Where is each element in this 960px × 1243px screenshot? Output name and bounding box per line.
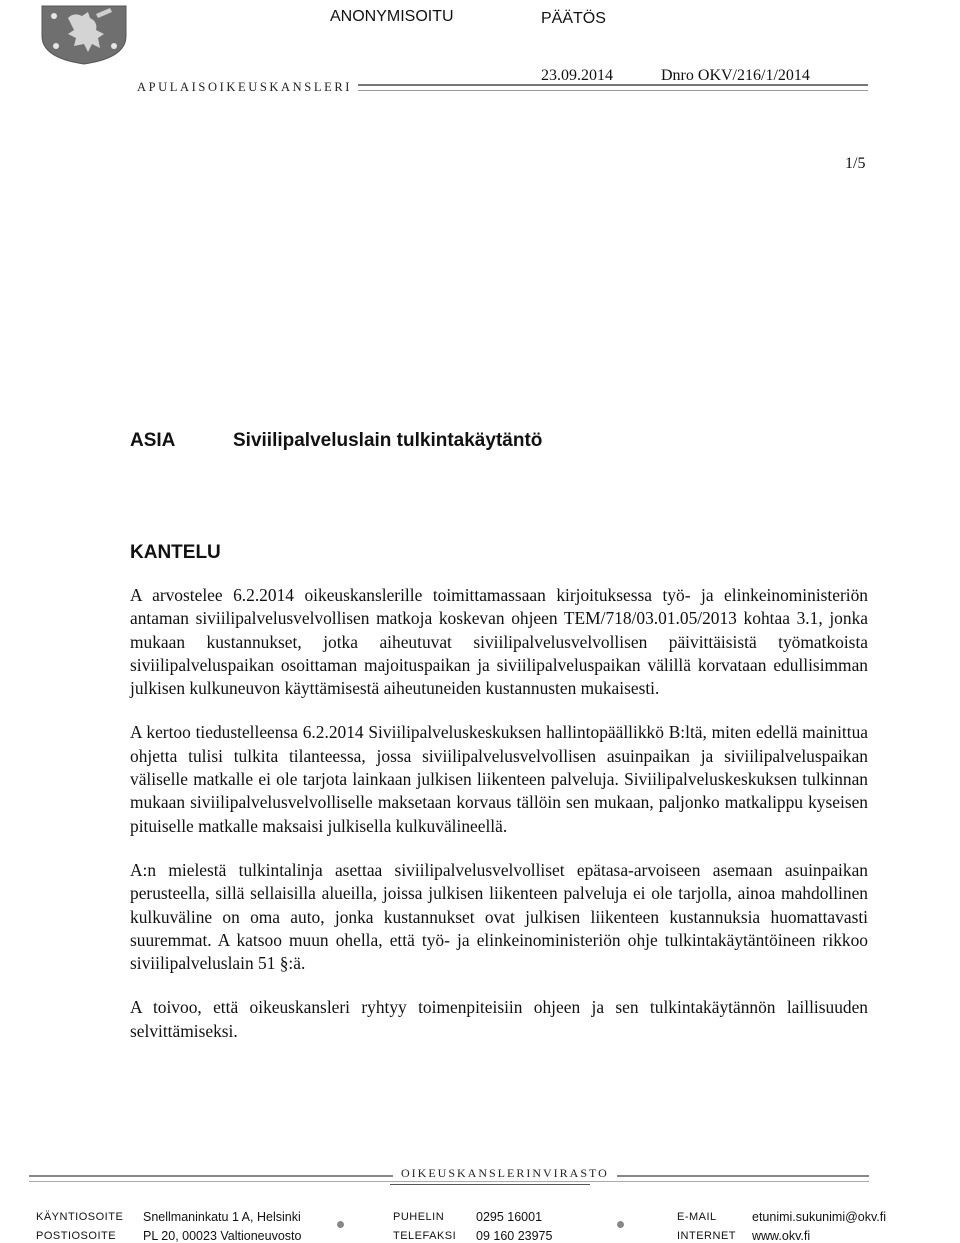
subject-title: Siviilipalveluslain tulkintakäytäntö <box>233 430 543 451</box>
document-date: 23.09.2014 <box>541 67 613 84</box>
footer-email[interactable]: etunimi.sukunimi@okv.fi <box>752 1210 887 1224</box>
organization-name: APULAISOIKEUSKANSLERI <box>137 80 353 94</box>
footer-visit-label: KÄYNTIOSOITE <box>36 1211 124 1223</box>
footer-office-underline <box>390 1184 590 1185</box>
footer-internet-label: INTERNET <box>677 1230 736 1242</box>
reference-number: Dnro OKV/216/1/2014 <box>661 67 810 84</box>
footer-website-link[interactable]: www.okv.fi <box>752 1229 811 1243</box>
document-type: PÄÄTÖS <box>541 10 606 27</box>
footer-fax: 09 160 23975 <box>476 1229 553 1243</box>
page-number: 1/5 <box>845 155 866 172</box>
footer-visit-address: Snellmaninkatu 1 A, Helsinki <box>143 1210 301 1224</box>
footer-post-address: PL 20, 00023 Valtioneuvosto <box>143 1229 302 1243</box>
publication-status: ANONYMISOITU <box>330 8 454 25</box>
body-paragraph: A:n mielestä tulkintalinja asettaa siviilipalvelusvelvolliset epätasa-arvoiseen asemaan asuinpaikan perusteella, sillä sellaisilla alueilla, joissa julkisen liikenteen palveluja ei ole tarjolla, ainoa mahdollinen kulkuväline on oma auto, jonka kustannukset ovat julkisen liikenteen kustannuksia huomattavasti suuremmat. A katsoo muun ohella, että työ- ja elinkeinoministeriön ohje tulkintakäytäntöineen rikkoo siviilipalveluslain 51 §:ä. <box>130 859 868 974</box>
footer-rule-thin <box>29 1181 869 1182</box>
document-body <box>130 584 868 1064</box>
body-paragraph: A toivoo, että oikeuskansleri ryhtyy toimenpiteisiin ohjeen ja sen tulkintakäytännön laillisuuden selvittämiseksi. <box>130 997 868 1041</box>
footer-post-label: POSTIOSOITE <box>36 1230 117 1242</box>
footer-phone: 0295 16001 <box>476 1210 543 1224</box>
section-heading: KANTELU <box>130 542 221 563</box>
lion-coat-of-arms-icon <box>38 2 130 66</box>
footer-phone-label: PUHELIN <box>393 1211 445 1223</box>
body-paragraph: A kertoo tiedustelleensa 6.2.2014 Siviilipalveluskeskuksen hallintopäällikkö B:ltä, miten edellä mainittua ohjetta tulisi tulkita tilanteessa, jossa siviilipalvelusvelvollisen asuinpaikan ja siviilipalveluspaikan väliselle matkalle ei ole tarjota lainkaan julkisen liikenteen palveluja. Siviilipalveluskeskuksen tulkinnan mukaan siviilipalvelusvelvolliselle maksetaan korvaus tällöin sen mukaan, paljonko matkalippu kyseisen pituiselle matkalle maksaisi julkisella kulkuvälineellä. <box>130 722 868 836</box>
footer-separator-dot <box>337 1221 344 1228</box>
subject-label: ASIA <box>130 430 176 451</box>
footer-office-name: OIKEUSKANSLERINVIRASTO <box>393 1166 617 1181</box>
footer-fax-label: TELEFAKSI <box>393 1230 457 1242</box>
footer-email-label: E-MAIL <box>677 1211 717 1223</box>
body-paragraph: A arvostelee 6.2.2014 oikeuskanslerille toimittamassaan kirjoituksessa työ- ja elinkeinoministeriön antaman siviilipalvelusvelvollisen matkoja koskevan ohjeen TEM/718/03.01.05/2013 kohtaa 3.1, jonka mukaan kustannukset, jotka aiheutuvat siviilipalvelusvelvollisen päivittäisistä työmatkoista siviilipalveluspaikan osoittaman majoituspaikan ja siviilipalveluspaikan välillä korvataan edullisimman julkisen kulkuneuvon käyttämisestä aiheutuneiden kustannusten mukaisesti. <box>130 585 868 699</box>
footer-separator-dot <box>617 1221 624 1228</box>
header-rule-thin <box>358 90 868 91</box>
